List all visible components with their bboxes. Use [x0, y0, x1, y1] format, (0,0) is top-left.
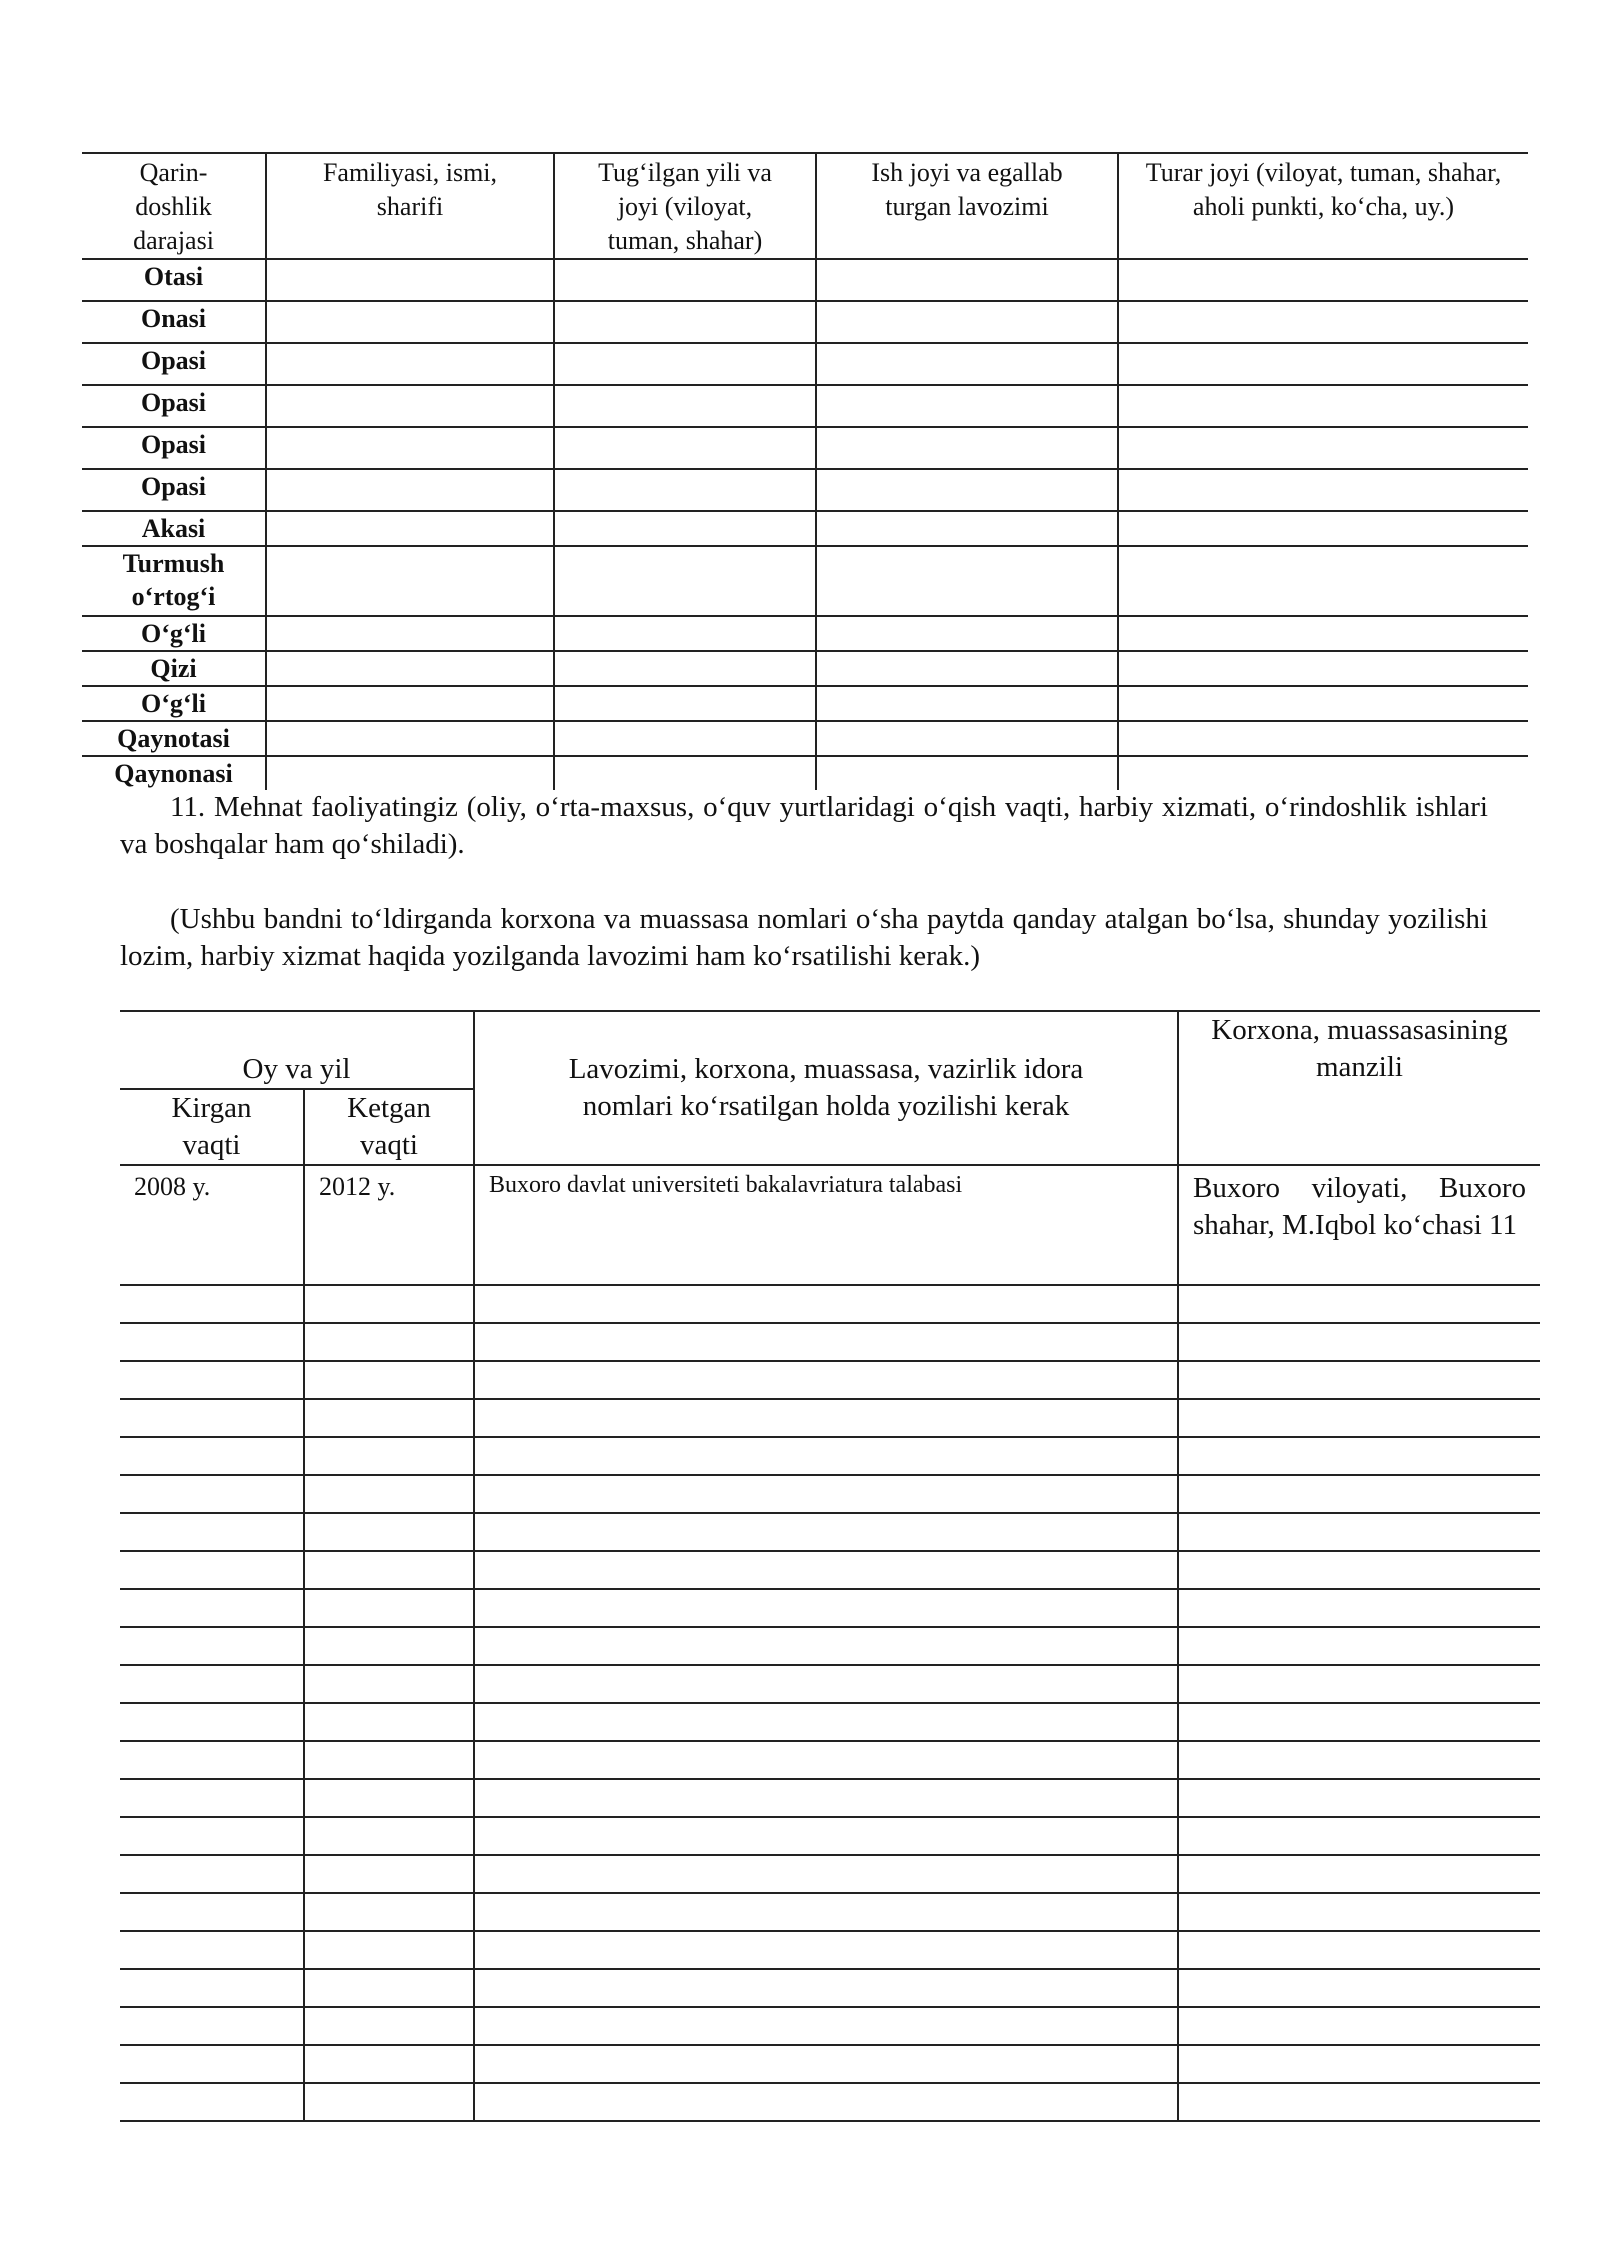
- address-cell[interactable]: [1178, 1817, 1540, 1855]
- start-date-cell[interactable]: [120, 1589, 304, 1627]
- start-date-cell[interactable]: [120, 1475, 304, 1513]
- start-date-cell[interactable]: [120, 2045, 304, 2083]
- work-blank-row: [120, 1969, 1540, 2007]
- end-date-cell[interactable]: [304, 1969, 474, 2007]
- work-blank-row: [120, 1703, 1540, 1741]
- work-blank-row: [120, 1437, 1540, 1475]
- residence-cell[interactable]: [1118, 259, 1528, 301]
- position-cell[interactable]: [474, 1399, 1178, 1437]
- end-date-cell[interactable]: [304, 1323, 474, 1361]
- relative-row: [82, 616, 1528, 651]
- position-cell[interactable]: [474, 1323, 1178, 1361]
- work-cell[interactable]: [816, 343, 1118, 385]
- relative-label: Qaynonasi: [114, 759, 233, 788]
- work-blank-row: [120, 1779, 1540, 1817]
- address-cell[interactable]: [1178, 1703, 1540, 1741]
- start-date-cell[interactable]: [120, 1665, 304, 1703]
- name-cell[interactable]: [266, 651, 554, 686]
- address-cell[interactable]: [1178, 1361, 1540, 1399]
- relative-label: Akasi: [82, 511, 266, 546]
- work-blank-row: [120, 2045, 1540, 2083]
- work-blank-row: [120, 1399, 1540, 1437]
- birth-cell[interactable]: [554, 427, 816, 469]
- relatives-table: [82, 152, 1528, 790]
- position-cell[interactable]: [474, 1437, 1178, 1475]
- end-date-cell[interactable]: [304, 1475, 474, 1513]
- work-blank-row: [120, 1551, 1540, 1589]
- position-cell[interactable]: [474, 1969, 1178, 2007]
- residence-cell[interactable]: [1118, 616, 1528, 651]
- end-date-cell[interactable]: [304, 2045, 474, 2083]
- position-cell[interactable]: [474, 2007, 1178, 2045]
- address-cell[interactable]: [1178, 1893, 1540, 1931]
- residence-cell[interactable]: [1118, 301, 1528, 343]
- birth-cell[interactable]: [554, 616, 816, 651]
- birth-cell[interactable]: [554, 756, 816, 790]
- residence-cell[interactable]: [1118, 343, 1528, 385]
- birth-cell[interactable]: [554, 651, 816, 686]
- name-cell[interactable]: [266, 427, 554, 469]
- header-kinship: Qarin-doshlik darajasi: [82, 153, 266, 259]
- header-residence: Turar joyi (viloyat, tuman, shahar, aholi punkti, ko‘cha, uy.): [1118, 153, 1528, 259]
- work-blank-row: [120, 1513, 1540, 1551]
- end-date-cell[interactable]: [304, 1361, 474, 1399]
- name-cell[interactable]: [266, 686, 554, 721]
- relative-row: [82, 651, 1528, 686]
- end-date-cell[interactable]: [304, 1399, 474, 1437]
- relative-label: O‘g‘li: [82, 686, 266, 721]
- end-date-cell[interactable]: [304, 1931, 474, 1969]
- work-blank-row: [120, 2007, 1540, 2045]
- blank-rows: [120, 1285, 1540, 2121]
- section-11-heading: 11. Mehnat faoliyatingiz (oliy, o‘rta-maxsus, o‘quv yurtlaridagi o‘qish vaqti, harbiy xizmati, o‘rindoshlik ishlari va boshqalar ham qo‘shiladi).: [120, 791, 1488, 860]
- end-date-cell[interactable]: [304, 1513, 474, 1551]
- end-date-cell[interactable]: [304, 2083, 474, 2121]
- header-workplace: Ish joyi va egallab turgan lavozimi: [816, 153, 1118, 259]
- start-date-cell[interactable]: [120, 1285, 304, 1323]
- position-cell[interactable]: [474, 1741, 1178, 1779]
- address-cell[interactable]: [1178, 1513, 1540, 1551]
- start-date-cell[interactable]: [120, 1703, 304, 1741]
- birth-cell[interactable]: [554, 259, 816, 301]
- address-cell[interactable]: [1178, 1399, 1540, 1437]
- birth-cell[interactable]: [554, 301, 816, 343]
- start-date-cell[interactable]: [120, 1817, 304, 1855]
- position-cell[interactable]: [474, 1551, 1178, 1589]
- relative-row: [82, 427, 1528, 469]
- position-cell[interactable]: [474, 1627, 1178, 1665]
- relative-row: [82, 469, 1528, 511]
- start-date-cell[interactable]: [120, 1551, 304, 1589]
- start-date-cell[interactable]: [120, 1779, 304, 1817]
- address-cell[interactable]: [1178, 1665, 1540, 1703]
- end-date-cell[interactable]: 2012 y.: [304, 1165, 474, 1285]
- address-cell[interactable]: [1178, 1437, 1540, 1475]
- relative-label: O‘g‘li: [82, 616, 266, 651]
- name-cell[interactable]: [266, 546, 554, 616]
- work-blank-row: [120, 1589, 1540, 1627]
- relative-label: Qizi: [82, 651, 266, 686]
- residence-cell[interactable]: [1118, 721, 1528, 756]
- end-date-cell[interactable]: [304, 1665, 474, 1703]
- birth-cell[interactable]: [554, 546, 816, 616]
- work-history-table: [120, 1010, 1540, 2122]
- header-start-date: Kirgan vaqti: [120, 1089, 304, 1165]
- work-cell[interactable]: [816, 651, 1118, 686]
- address-cell[interactable]: [1178, 1589, 1540, 1627]
- position-cell[interactable]: Buxoro davlat universiteti bakalavriatura talabasi: [474, 1165, 1178, 1285]
- header-month-year: Oy va yil: [120, 1011, 474, 1089]
- birth-cell[interactable]: [554, 686, 816, 721]
- end-date-cell[interactable]: [304, 1703, 474, 1741]
- name-cell[interactable]: [266, 259, 554, 301]
- relative-label: Opasi: [82, 427, 266, 469]
- work-blank-row: [120, 1627, 1540, 1665]
- work-blank-row: [120, 1741, 1540, 1779]
- work-blank-row: [120, 1285, 1540, 1323]
- name-cell[interactable]: [266, 721, 554, 756]
- start-date-cell[interactable]: [120, 1969, 304, 2007]
- end-date-cell[interactable]: [304, 1741, 474, 1779]
- address-cell[interactable]: [1178, 1931, 1540, 1969]
- header-full-name: Familiyasi, ismi, sharifi: [266, 153, 554, 259]
- end-date-cell[interactable]: [304, 1817, 474, 1855]
- relative-label: Opasi: [82, 343, 266, 385]
- position-cell[interactable]: [474, 1589, 1178, 1627]
- residence-cell[interactable]: [1118, 427, 1528, 469]
- residence-cell[interactable]: [1118, 511, 1528, 546]
- name-cell[interactable]: [266, 385, 554, 427]
- relative-row: [82, 756, 1528, 790]
- work-blank-row: [120, 1665, 1540, 1703]
- residence-cell[interactable]: [1118, 385, 1528, 427]
- address-cell[interactable]: [1178, 1627, 1540, 1665]
- end-date-cell[interactable]: [304, 1779, 474, 1817]
- header-end-date: Ketgan vaqti: [304, 1089, 474, 1165]
- position-cell[interactable]: [474, 1893, 1178, 1931]
- relative-row: [82, 686, 1528, 721]
- birth-cell[interactable]: [554, 721, 816, 756]
- birth-cell[interactable]: [554, 469, 816, 511]
- work-cell[interactable]: [816, 427, 1118, 469]
- relative-row: [82, 385, 1528, 427]
- end-date-cell[interactable]: [304, 1589, 474, 1627]
- work-blank-row: [120, 1893, 1540, 1931]
- end-date-cell[interactable]: [304, 1551, 474, 1589]
- relatives-header-row: [82, 153, 1528, 259]
- address-cell[interactable]: [1178, 2007, 1540, 2045]
- work-blank-row: [120, 1361, 1540, 1399]
- position-cell[interactable]: [474, 1703, 1178, 1741]
- start-date-cell[interactable]: [120, 1931, 304, 1969]
- residence-cell[interactable]: [1118, 756, 1528, 790]
- address-cell[interactable]: [1178, 1285, 1540, 1323]
- header-birth: Tug‘ilgan yili va joyi (viloyat, tuman, shahar): [554, 153, 816, 259]
- work-blank-row: [120, 1475, 1540, 1513]
- start-date-cell[interactable]: [120, 1627, 304, 1665]
- residence-cell[interactable]: [1118, 651, 1528, 686]
- relative-label: Onasi: [82, 301, 266, 343]
- birth-cell[interactable]: [554, 343, 816, 385]
- address-cell[interactable]: [1178, 1741, 1540, 1779]
- birth-cell[interactable]: [554, 385, 816, 427]
- position-cell[interactable]: [474, 1361, 1178, 1399]
- name-cell[interactable]: [266, 343, 554, 385]
- start-date-cell[interactable]: [120, 1361, 304, 1399]
- relative-row: [82, 259, 1528, 301]
- work-blank-row: [120, 1931, 1540, 1969]
- residence-cell[interactable]: [1118, 546, 1528, 616]
- work-cell[interactable]: [816, 385, 1118, 427]
- header-position: Lavozimi, korxona, muassasa, vazirlik idora nomlari ko‘rsatilgan holda yozilishi kerak: [474, 1011, 1178, 1165]
- section-11-note: (Ushbu bandni to‘ldirganda korxona va muassasa nomlari o‘sha paytda qanday atalgan bo‘lsa, shunday yozilishi lozim, harbiy xizmat haqida yozilganda lavozimi ham ko‘rsatilishi kerak.): [120, 903, 1488, 972]
- work-cell[interactable]: [816, 546, 1118, 616]
- start-date-cell[interactable]: 2008 y.: [120, 1165, 304, 1285]
- work-cell[interactable]: [816, 756, 1118, 790]
- start-date-cell[interactable]: [120, 1741, 304, 1779]
- position-cell[interactable]: [474, 1931, 1178, 1969]
- name-cell[interactable]: [266, 616, 554, 651]
- work-header-row: [120, 1011, 1540, 1089]
- birth-cell[interactable]: [554, 511, 816, 546]
- relative-row: [82, 301, 1528, 343]
- start-date-cell[interactable]: [120, 1893, 304, 1931]
- name-cell[interactable]: [266, 469, 554, 511]
- position-cell[interactable]: [474, 1817, 1178, 1855]
- position-cell[interactable]: [474, 1779, 1178, 1817]
- position-cell[interactable]: [474, 1855, 1178, 1893]
- address-cell[interactable]: [1178, 1855, 1540, 1893]
- address-cell[interactable]: [1178, 1323, 1540, 1361]
- residence-cell[interactable]: [1118, 686, 1528, 721]
- end-date-cell[interactable]: [304, 2007, 474, 2045]
- position-cell[interactable]: [474, 1285, 1178, 1323]
- address-cell[interactable]: [1178, 2083, 1540, 2121]
- relative-label: Opasi: [82, 469, 266, 511]
- start-date-cell[interactable]: [120, 1399, 304, 1437]
- position-cell[interactable]: [474, 2045, 1178, 2083]
- work-cell[interactable]: [816, 469, 1118, 511]
- address-cell[interactable]: [1178, 2045, 1540, 2083]
- work-cell[interactable]: [816, 686, 1118, 721]
- residence-cell[interactable]: [1118, 469, 1528, 511]
- address-cell[interactable]: [1178, 1779, 1540, 1817]
- relative-label: Turmush o‘rtog‘i: [82, 546, 266, 616]
- work-blank-row: [120, 1817, 1540, 1855]
- name-cell[interactable]: [266, 756, 554, 790]
- relative-row: [82, 511, 1528, 546]
- name-cell[interactable]: [266, 301, 554, 343]
- start-date-cell[interactable]: [120, 1513, 304, 1551]
- end-date-cell[interactable]: [304, 1437, 474, 1475]
- relative-label: Qaynotasi: [82, 721, 266, 756]
- address-cell[interactable]: [1178, 1551, 1540, 1589]
- relative-row: [82, 546, 1528, 616]
- end-date-cell[interactable]: [304, 1285, 474, 1323]
- start-date-cell[interactable]: [120, 2083, 304, 2121]
- header-address: Korxona, muassasasining manzili: [1178, 1011, 1540, 1165]
- work-entry-row: [120, 1165, 1540, 1285]
- work-blank-row: [120, 1323, 1540, 1361]
- name-cell[interactable]: [266, 511, 554, 546]
- start-date-cell[interactable]: [120, 1855, 304, 1893]
- relative-row: [82, 721, 1528, 756]
- work-cell[interactable]: [816, 301, 1118, 343]
- start-date-cell[interactable]: [120, 1323, 304, 1361]
- address-cell[interactable]: Buxoro viloyati, Buxoro shahar, M.Iqbol ko‘chasi 11: [1178, 1165, 1540, 1285]
- end-date-cell[interactable]: [304, 1855, 474, 1893]
- start-date-cell[interactable]: [120, 2007, 304, 2045]
- position-cell[interactable]: [474, 1475, 1178, 1513]
- address-cell[interactable]: [1178, 1475, 1540, 1513]
- relative-label: Otasi: [82, 259, 266, 301]
- position-cell[interactable]: [474, 2083, 1178, 2121]
- position-cell[interactable]: [474, 1513, 1178, 1551]
- work-cell[interactable]: [816, 721, 1118, 756]
- relative-row: [82, 343, 1528, 385]
- start-date-cell[interactable]: [120, 1437, 304, 1475]
- relative-label: Opasi: [82, 385, 266, 427]
- end-date-cell[interactable]: [304, 1627, 474, 1665]
- work-cell[interactable]: [816, 616, 1118, 651]
- work-blank-row: [120, 1855, 1540, 1893]
- work-blank-row: [120, 2083, 1540, 2121]
- address-cell[interactable]: [1178, 1969, 1540, 2007]
- end-date-cell[interactable]: [304, 1893, 474, 1931]
- position-cell[interactable]: [474, 1665, 1178, 1703]
- work-cell[interactable]: [816, 511, 1118, 546]
- work-cell[interactable]: [816, 259, 1118, 301]
